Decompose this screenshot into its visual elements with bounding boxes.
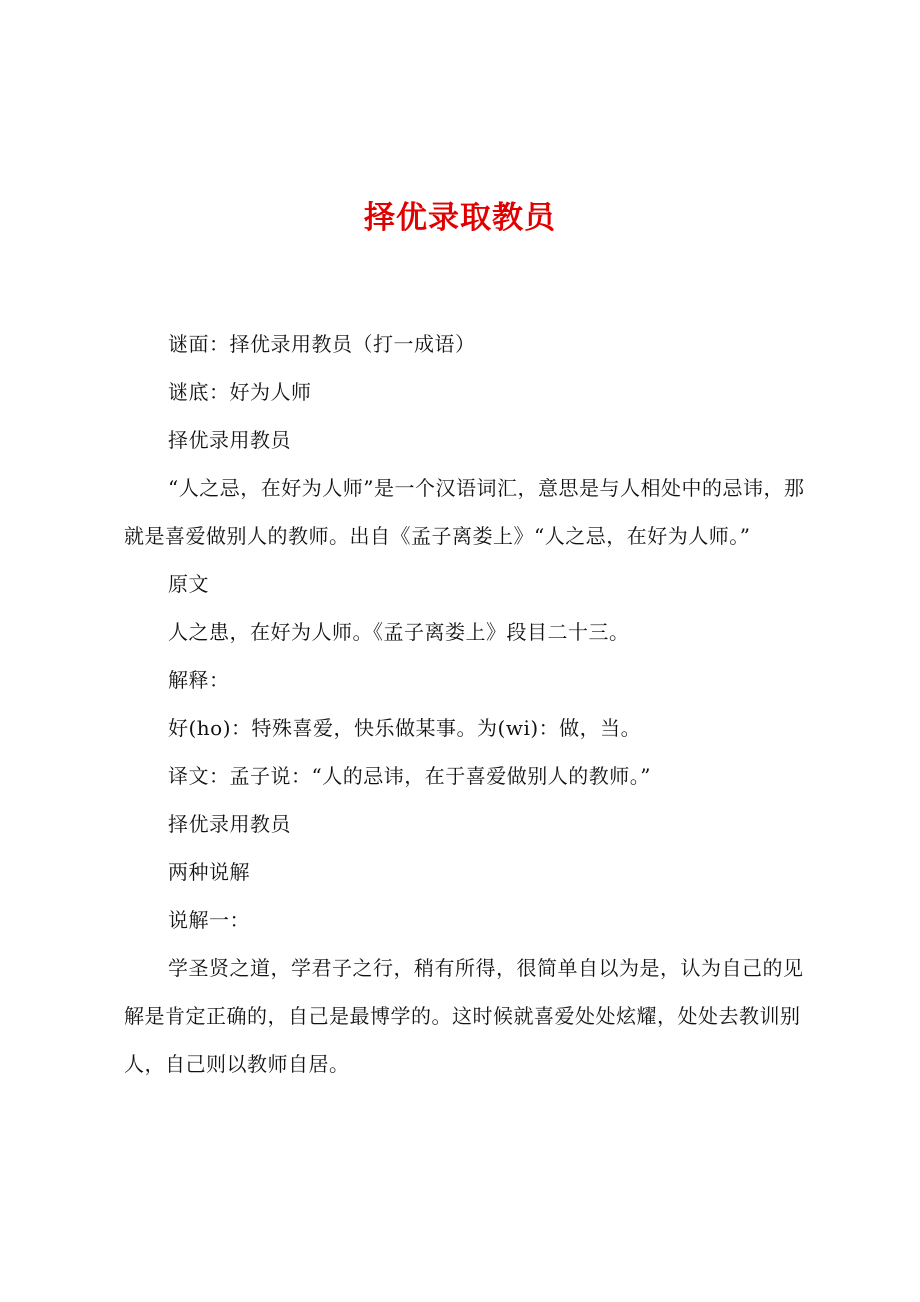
paragraph-explanation: “人之忌，在好为人师”是一个汉语词汇，意思是与人相处中的忌讳，那就是喜爱做别人的教师。出自《孟子离娄上》“人之忌，在好为人师。” <box>124 476 805 548</box>
paragraph-original-heading: 原文 <box>168 572 209 596</box>
paragraph-original-text: 人之患，在好为人师。《孟子离娄上》段目二十三。 <box>168 620 630 644</box>
paragraph-two-interpretations: 两种说解 <box>168 860 250 884</box>
paragraph-heading-1: 择优录用教员 <box>168 428 291 452</box>
document-title: 择优录取教员 <box>364 200 556 236</box>
paragraph-interpretation-one: 学圣贤之道，学君子之行，稍有所得，很简单自以为是，认为自己的见解是肯定正确的，自己是最博学的。这时候就喜爱处处炫耀，处处去教训别人，自己则以教师自居。 <box>124 956 804 1076</box>
paragraph-answer: 谜底：好为人师 <box>168 380 312 404</box>
paragraph-heading-2: 择优录用教员 <box>168 812 291 836</box>
paragraph-translation: 译文：孟子说：“人的忌讳，在于喜爱做别人的教师。” <box>168 764 651 788</box>
document-body <box>124 320 806 1088</box>
paragraph-interpretation-one-heading: 说解一： <box>168 908 250 932</box>
paragraph-notes-heading: 解释： <box>168 668 230 692</box>
paragraph-notes: 好(ho)：特殊喜爱，快乐做某事。为(wi)：做，当。 <box>168 716 642 740</box>
paragraph-riddle: 谜面：择优录用教员（打一成语） <box>168 332 476 356</box>
